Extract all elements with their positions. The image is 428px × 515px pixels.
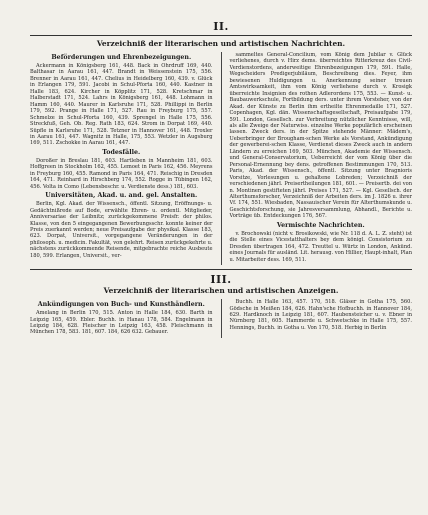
top-rule [30,35,412,36]
paragraph-universities: Berlin, Kgl. Akad. der Wissensch., öffentl. Sitzung, Eröffnungs- u. Gedächtnißrede auf Bode, erwählte Ehren- u. ordentl. Mitglieder, Anniversariae der Leibnitz; zurückgekommene Preisfr. der philos. Klasse, von den 5 eingegangenen Bewerbungsschr. konnte keiner der Preis zuerkannt werden; neue Preisaufgabe der physikal. Klasse 183, 623. Dorpat, Universit., vorgegangene Veränderungen in der philosoph. u. medicin. Fakultät, von gelehrt. Reisen zurückgekehrte u. nächstens zurückkommende Reisende, mitgebrachte reiche Ausbeute 180, 599. Erlangen, Universit., ver- [30,201,213,259]
section-title-3: Verzeichniß der literarischen und artistischen Anzeigen. [103,286,339,296]
heading-universities: Universitäten, Akad. u. and. gel. Anstalten. [45,192,198,200]
two-column-body-3 [30,299,412,338]
left-column [30,52,213,265]
paragraph-promotions: Ackermann in Königsberg 161, 448. Back in Ohrdruff 169, 440. Balthasar in Aarau 161, 447. Brandt in Weissenstein 175, 556. Brenner in Aarau 161, 447. Chelius in Heidelberg 160, 439. v. Glück in Erlangen 179, 591. Jacobi in Schul-Pforta 160, 440. Kastner in Halle 183, 624. Kircher in Köpplitz 171, 528. Kretschmar in Halberstadt 171, 524. Lahrs in Königsberg 161, 448. Lohmann in Hamm 160, 440. Maurer in Karlsruhe 171, 528. Phillippi in Berlin 179, 592. Prange in Halle 171, 527. Rau in Freyburg 175, 557. Schmelze in Schul-Pforta 160, 439. Sprengel in Halle 175, 556. Streckfuß, Geh. Ob. Reg. Rath 183, 624. Strom in Dorpat 169, 440. Süpfle in Karlsruhe 171, 528. Tetzner in Hannover 161, 448. Troxler in Aarau 161, 447. Wagnitz in Halle, 175, 553. Wetzler in Augsburg 169, 511. Zschokke in Aarau 161, 447. [30,63,213,147]
mid-rule [30,269,412,270]
heading-miscellaneous: Vermischte Nachrichten. [276,221,365,229]
left-column-3 [30,299,213,338]
right-column-3 [230,299,413,338]
heading-deaths: Todesfälle. [102,148,141,156]
paragraph-announcements-cont: Buchh. in Halle 163, 457. 170, 518. Gläser in Gotha 175, 560. Gödsche in Meißen 184, 626. Hahn'sche Hofbuchh. in Hannover 184, 629. Hardknoch in Leipzig 181, 607. Haubensteicher u. v. Ebner in Nürnberg 181, 605. Hammerde u. Schwetschke in Halle 175, 557. Hennings, Buchh. in Gotha u. Von 170, 518. Herbig in Berlin [229,299,412,331]
page-numeral-3: III. [210,273,232,287]
paragraph-announcements: Amelang in Berlin 170, 515. Anton in Halle 184, 630. Barth in Leipzig 165, 459. Ebler. Buchh. in Hanau 178, 584. Engelmann in Leipzig 184, 628. Fleischer in Leipzig 163, 458. Fleischmann in München 178, 583. 181, 607. 184, 626 632. Gebauer. [30,310,213,336]
paragraph-deaths: Doroßer in Breslau 181, 603. Hartleben in Mannheim 181, 603. Hoffgreen in Stockholm 162, 455. Lemoet in Paris 162, 456. Meyrens in Freyburg 160, 455. Ramond in Paris 164, 471. Reischig in Dresden 164, 471. Reinhard in Hirschberg 174, 552. Rogge in Tübingen 162, 456. Volta in Como (Lebensbeschr. u. Verdienste dess.) 181, 603. [30,157,213,190]
paragraph-miscellaneous: v. Brochowski (nicht v. Brosikowski, wie Nr. 118 d. A. L. Z. steht) ist die Stelle eines Vicestatthalters bey dem königl. Consistorium zu Dresden übertragen 164, 472. Treuttel u. Würtz in London, Ankünd. eines Journals für ausländ. Lit. herausg. von Hillier, Haupt-inhalt, Plan u. Mitarbeiter dess. 169, 511. [229,230,412,263]
two-column-body [30,52,412,265]
page-numeral: II. [213,20,229,33]
section-three [30,269,412,338]
paragraph-academies-cont: sammeltes General-Concilium, vom König dem Jubilar v. Glück verliehenes, durch v. Hirz dems. überreichtes Ritterkreuz des Civil-Verdienstordens, anderweitige Ehrenbezeigungen 179, 591. Halle, Wegscheiders Predigerjubiläum, Beschreibung dies. Feyer, ihm bewiesenen Huldigungen u. Anerkennung seiner treuen Amtswirksamkeit, ihm vom König verliehene durch v. Krosigk überreichte Insignien des rothen Adlerordens 175, 553. — Kunst- u. Baubauwerkschule, Fortbildung ders. unter ihrem Vorsteher, von der Akad. der Künste zu Berlin ihm ertheilte Ehrenmedaille 171, 527. Copenhagen, Kgl. dän. Wissenschaftsgesellschaft, Preisaufgabe 179, 591. London, Gesellsch. zur Verbreitung nützlicher Kenntnisse, will, als alle Zweige der Naturwiss. einzelne Werke populärlich erscheinen lassen. Zweck ders. in der Spitze stehende Männer: Mädem's, Ueberbringer der Brougham-schen Werke als Vorstand, Ankündigung der gewerberei-schen Klasse, Verdienst dieses Zweck auch in andern Ländern zu erreichen 169, 503. München, Akademie der Wissensch. und General-Conservatorium, Ueberreicht der vom König über die Personal-Ernennung bey dens. getroffenen Bestimmungen 170, 513. Paris, Akad. der Wissensch., öffentl. Sitzung unter Bragnioris Vorsitze, Vorlesungen u. gehaltene Lobreden; Verzeichniß der verschiedenen jährl. Preisertheilungen 181, 601. — Preisertb. dei von n. Montinen gestifteten jährl. Preises 171, 527. — Kgl. Gesellsch. der Alterthumsforscher, Verzeichniß der Arbeiten ders. im J. 1826 u. ihrer Vf. 174, 551. Wiesbaden, Nassauischer Verein für Alterthumskunde u. Geschichtsforschung, sie Jahresversammlung, Abhandl., Berichte u. Vorträge üb. Entdeckungen 176, 567. [229,52,412,220]
column-divider [221,52,222,265]
heading-promotions: Beförderungen und Ehrenbezeigungen. [51,54,192,61]
heading-announcements: Ankündigungen von Buch- und Kunsthändlern. [37,301,205,309]
section-title: Verzeichniß der literarischen und artistischen Nachrichten. [96,39,346,48]
right-column [230,52,413,265]
column-divider-3 [221,299,222,338]
